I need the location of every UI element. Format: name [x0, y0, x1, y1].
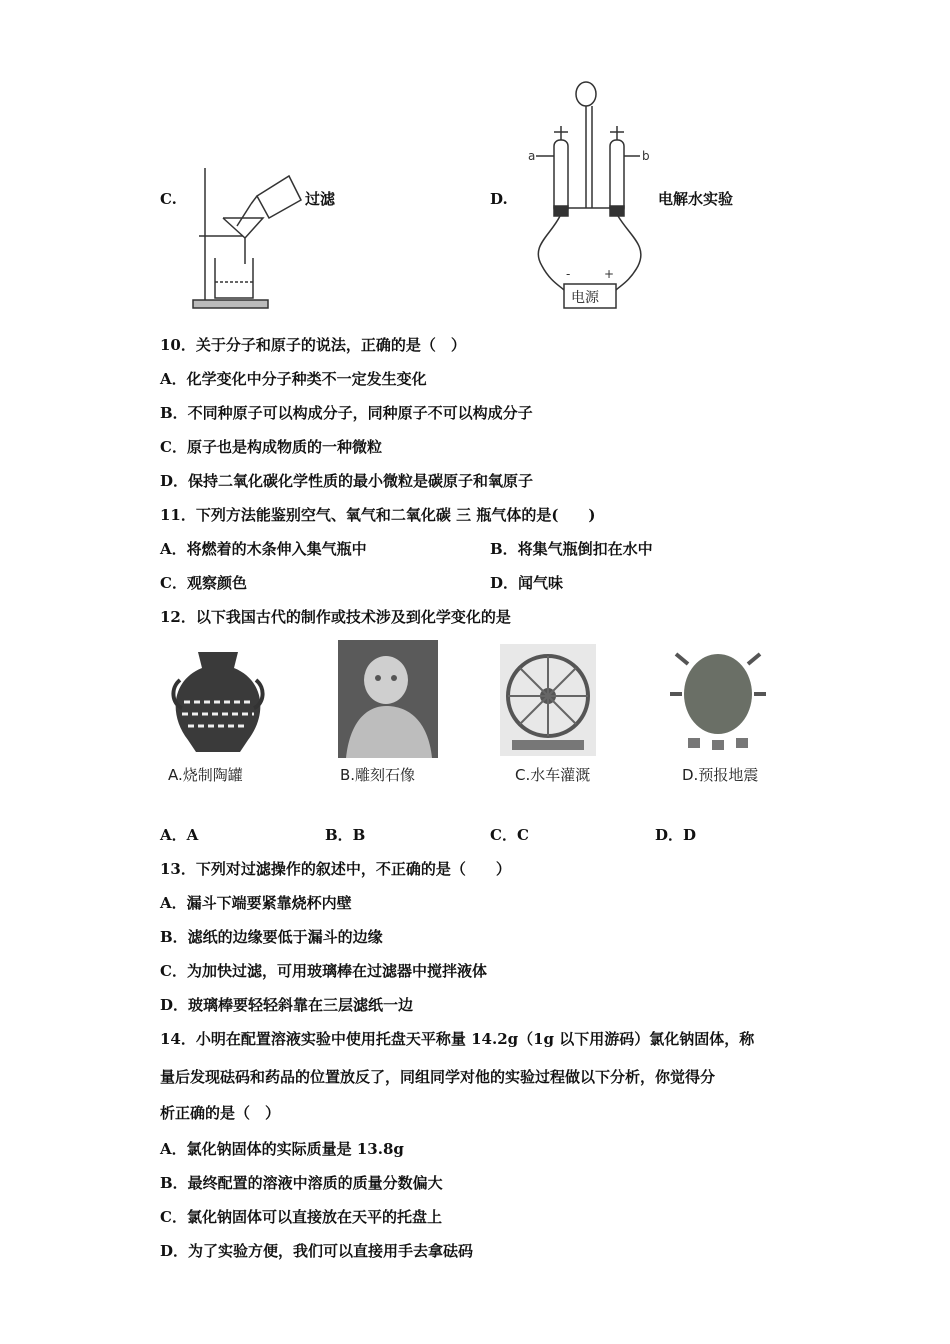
q11-option-b: B．将集气瓶倒扣在水中	[490, 540, 653, 558]
q14-option-a: A．氯化钠固体的实际质量是 13.8g	[160, 1140, 404, 1158]
q9-option-c-label: C.	[160, 190, 177, 208]
q10-option-d: D．保持二氧化碳化学性质的最小微粒是碳原子和氧原子	[160, 472, 534, 490]
water-wheel-image	[500, 644, 596, 756]
q9-option-d-text: 电解水实验	[658, 190, 734, 208]
seismoscope-image	[668, 644, 768, 756]
q14-stem-line-2: 量后发现砝码和药品的位置放反了，同组同学对他的实验过程做以下分析，你觉得分	[160, 1068, 716, 1086]
q11-stem: 11．下列方法能鉴别空气、氧气和二氧化碳 三 瓶气体的是( )	[160, 506, 596, 524]
filtration-apparatus-figure	[185, 160, 310, 312]
q14-option-b: B．最终配置的溶液中溶质的质量分数偏大	[160, 1174, 443, 1192]
q12-option-c: C．C	[490, 826, 529, 844]
q11-option-c: C．观察颜色	[160, 574, 247, 592]
q14-stem-line-1: 14．小明在配置溶液实验中使用托盘天平称量 14.2g（1g 以下用游码）氯化钠固体，称	[160, 1030, 755, 1048]
tube-a-label: a	[528, 149, 536, 163]
caption-a: A.烧制陶罐	[168, 766, 243, 784]
q14-option-d: D．为了实验方便，我们可以直接用手去拿砝码	[160, 1242, 474, 1260]
q13-option-a: A．漏斗下端要紧靠烧杯内壁	[160, 894, 352, 912]
tube-b-label: b	[642, 149, 650, 163]
q9-option-d-label: D.	[490, 190, 508, 208]
q11-option-a: A．将燃着的木条伸入集气瓶中	[160, 540, 367, 558]
q10-option-a: A．化学变化中分子种类不一定发生变化	[160, 370, 427, 388]
q13-option-d: D．玻璃棒要轻轻斜靠在三层滤纸一边	[160, 996, 414, 1014]
q13-stem: 13．下列对过滤操作的叙述中，不正确的是（ ）	[160, 860, 511, 878]
q12-option-b: B．B	[325, 826, 366, 844]
power-source-label: 电源	[571, 290, 599, 306]
caption-d: D.预报地震	[682, 766, 759, 784]
q10-stem: 10．关于分子和原子的说法，正确的是（ ）	[160, 336, 466, 354]
q12-option-d: D．D	[655, 826, 697, 844]
q11-option-d: D．闻气味	[490, 574, 564, 592]
q12-option-a: A．A	[160, 826, 199, 844]
water-electrolysis-figure	[520, 76, 650, 312]
q13-option-c: C．为加快过滤，可用玻璃棒在过滤器中搅拌液体	[160, 962, 487, 980]
negative-terminal: -	[566, 267, 571, 281]
positive-terminal: +	[604, 267, 615, 281]
q14-option-c: C．氯化钠固体可以直接放在天平的托盘上	[160, 1208, 442, 1226]
q13-option-b: B．滤纸的边缘要低于漏斗的边缘	[160, 928, 383, 946]
q14-stem-line-3: 析正确的是（ ）	[160, 1104, 281, 1122]
q10-option-c: C．原子也是构成物质的一种微粒	[160, 438, 382, 456]
caption-b: B.雕刻石像	[340, 766, 416, 784]
q9-option-c-text: 过滤	[305, 190, 336, 208]
q10-option-b: B．不同种原子可以构成分子，同种原子不可以构成分子	[160, 404, 533, 422]
stone-statue-image	[338, 640, 438, 758]
q12-stem: 12．以下我国古代的制作或技术涉及到化学变化的是	[160, 608, 511, 626]
pottery-jar-image	[168, 644, 268, 756]
caption-c: C.水车灌溉	[515, 766, 591, 784]
